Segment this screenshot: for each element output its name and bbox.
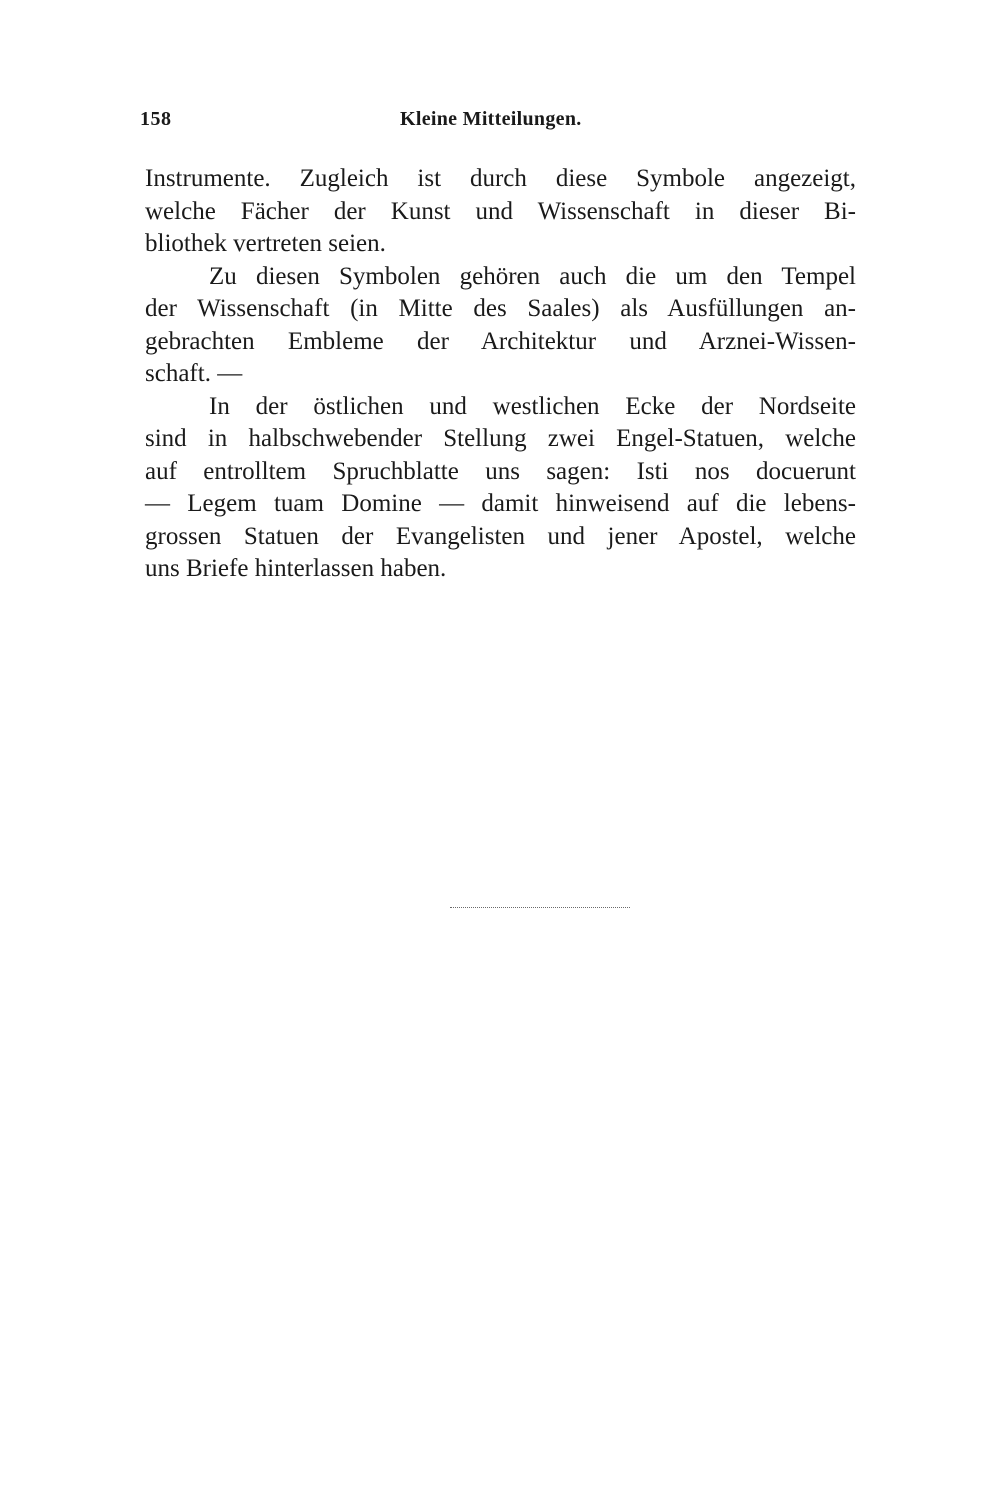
running-title: Kleine Mitteilungen. [400,108,582,130]
text-line: Zu diesen Symbolen gehören auch die um den Tempel [209,262,856,290]
text-line: welche Fächer der Kunst und Wissenschaft in dieser Bi- [145,197,856,225]
text-line: auf entrolltem Spruchblatte uns sagen: Isti nos docuerunt [145,457,856,485]
text-line: der Wissenschaft (in Mitte des Saales) als Ausfüllungen an- [145,295,856,322]
text-line: uns Briefe hinterlassen haben. [145,555,447,582]
paragraph-3 [145,391,856,586]
page-number: 158 [140,108,172,130]
text-line: — Legem tuam Domine — damit hinweisend auf die lebens- [145,490,856,517]
text-line: Instrumente. Zugleich ist durch diese Symbole angezeigt, [145,165,856,192]
paragraph-1 [145,163,856,261]
paragraph-2 [145,261,856,391]
text-line: grossen Statuen der Evangelisten und jener Apostel, welche [145,522,856,550]
text-line: bliothek vertreten seien. [145,230,386,257]
text-line: schaft. — [145,360,243,387]
text-line: sind in halbschwebender Stellung zwei Engel-Statuen, welche [145,425,856,452]
text-line: In der östlichen und westlichen Ecke der Nordseite [209,392,856,420]
text-line: gebrachten Embleme der Architektur und Arznei-Wissen- [145,327,856,355]
section-divider [450,907,630,908]
body-text [145,163,856,586]
